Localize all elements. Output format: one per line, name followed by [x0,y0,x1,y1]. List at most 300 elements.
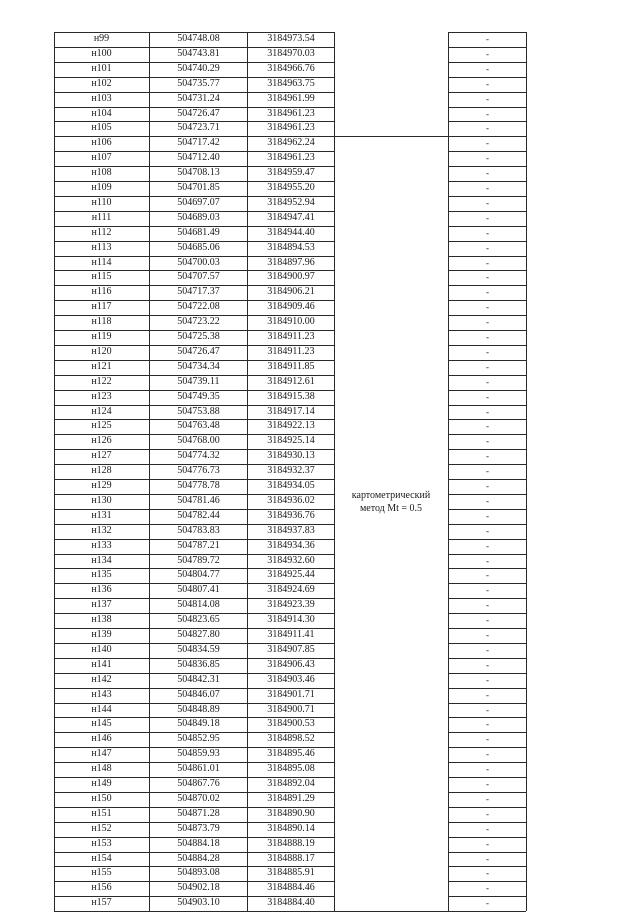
x-coordinate-cell: 504717.37 [177,286,220,298]
row-divider [448,554,526,555]
point-id-cell: н139 [91,629,112,640]
x-coordinate-cell: 504734.34 [177,360,220,372]
column-border [247,32,248,911]
y-coordinate-cell: 3184961.23 [267,107,315,119]
row-divider [448,762,526,763]
row-divider [54,270,334,271]
y-coordinate-cell: 3184961.23 [267,152,315,164]
row-divider [448,300,526,301]
dash-cell: - [486,779,489,789]
y-coordinate-cell: 3184966.76 [267,62,315,74]
x-coordinate-cell: 504739.11 [177,375,220,387]
point-id-cell: н155 [91,867,112,879]
point-id-cell: н122 [91,375,112,387]
x-coordinate-cell: 504902.18 [177,882,220,894]
point-id-cell: н136 [91,584,112,596]
point-id-cell: н148 [91,763,112,775]
y-coordinate-cell: 3184932.60 [267,554,315,566]
dash-cell: - [486,63,489,74]
row-divider [448,151,526,152]
row-divider [448,32,526,33]
dash-cell: - [486,615,489,626]
row-divider [448,62,526,63]
dash-cell: - [486,570,489,581]
point-id-cell: н145 [91,718,112,730]
point-id-cell: н133 [91,539,112,551]
x-coordinate-cell: 504778.78 [177,480,220,491]
row-divider [448,688,526,689]
row-divider [54,107,334,108]
x-coordinate-cell: 504726.47 [177,345,220,357]
point-id-cell: н111 [91,211,112,223]
point-id-cell: н104 [91,107,112,119]
method-cell [335,489,447,515]
row-divider [54,77,334,78]
x-coordinate-cell: 504768.00 [177,435,220,447]
point-id-cell: н131 [91,509,112,521]
row-divider [54,494,334,495]
dash-cell: - [486,436,489,447]
y-coordinate-cell: 3184912.61 [267,375,315,387]
row-divider [448,509,526,510]
dash-cell: - [486,123,489,134]
point-id-cell: н144 [91,703,112,715]
row-divider [54,747,334,748]
x-coordinate-cell: 504867.76 [177,778,220,789]
y-coordinate-cell: 3184909.46 [267,301,315,313]
row-divider [448,121,526,122]
row-divider [54,568,334,569]
x-coordinate-cell: 504903.10 [177,897,220,909]
x-coordinate-cell: 504723.71 [177,122,220,134]
y-coordinate-cell: 3184934.36 [267,539,315,551]
point-id-cell: н125 [91,420,112,432]
row-divider [448,792,526,793]
y-coordinate-cell: 3184915.38 [267,390,315,402]
y-coordinate-cell: 3184936.02 [267,494,315,506]
x-coordinate-cell: 504836.85 [177,658,220,670]
y-coordinate-cell: 3184888.19 [267,837,315,849]
point-id-cell: н120 [91,345,112,357]
y-coordinate-cell: 3184898.52 [267,733,315,745]
point-id-cell: н123 [91,390,112,402]
x-coordinate-cell: 504870.02 [177,792,220,804]
point-id-cell: н106 [91,137,112,149]
point-id-cell: н110 [91,196,112,208]
y-coordinate-cell: 3184901.71 [267,688,315,700]
point-id-cell: н157 [91,897,112,909]
y-coordinate-cell: 3184932.37 [267,465,315,477]
row-divider [448,643,526,644]
y-coordinate-cell: 3184907.85 [267,643,315,655]
y-coordinate-cell: 3184911.23 [267,345,315,357]
y-coordinate-cell: 3184952.94 [267,196,315,208]
row-divider [54,211,334,212]
dash-cell: - [486,689,489,700]
row-divider [448,613,526,614]
row-divider [54,360,334,361]
column-border [526,32,527,911]
dash-cell: - [486,317,489,328]
row-divider [54,285,334,286]
x-coordinate-cell: 504700.03 [177,256,220,268]
y-coordinate-cell: 3184963.75 [267,77,315,89]
point-id-cell: н128 [91,465,112,477]
column-border [54,32,55,911]
y-coordinate-cell: 3184895.46 [267,748,315,760]
row-divider [54,688,334,689]
dash-cell: - [486,391,489,402]
x-coordinate-cell: 504726.47 [177,107,220,119]
dash-cell: - [486,704,489,715]
point-id-cell: н108 [91,167,112,179]
y-coordinate-cell: 3184910.00 [267,316,315,328]
y-coordinate-cell: 3184892.04 [267,778,315,789]
row-divider [54,703,334,704]
dash-cell: - [486,898,489,909]
point-id-cell: н124 [91,405,112,417]
dash-cell: - [486,138,489,149]
row-divider [448,405,526,406]
x-coordinate-cell: 504861.01 [177,763,220,775]
dash-cell: - [486,793,489,804]
row-divider [54,330,334,331]
dash-cell: - [486,883,489,894]
dash-cell: - [486,287,489,298]
x-coordinate-cell: 504852.95 [177,733,220,745]
dash-cell: - [486,555,489,566]
dash-cell: - [486,197,489,208]
dash-cell: - [486,257,489,268]
dash-cell: - [486,332,489,342]
dash-cell: - [486,838,489,849]
point-id-cell: н147 [91,748,112,760]
row-divider [448,837,526,838]
row-divider [448,315,526,316]
dash-cell: - [486,585,489,596]
point-id-cell: н126 [91,435,112,447]
row-divider [54,405,334,406]
point-id-cell: н130 [91,494,112,506]
row-divider [54,509,334,510]
y-coordinate-cell: 3184891.29 [267,792,315,804]
dash-cell: - [486,644,489,655]
row-divider [54,539,334,540]
point-id-cell: н116 [91,286,112,298]
point-id-cell: н99 [93,33,110,44]
dash-cell: - [486,823,489,834]
point-id-cell: н141 [91,658,112,670]
row-divider [54,881,334,882]
point-id-cell: н134 [91,554,112,566]
dash-cell: - [486,227,489,238]
row-divider [54,121,334,122]
dash-cell: - [486,868,489,879]
dash-cell: - [486,376,489,387]
y-coordinate-cell: 3184890.90 [267,807,315,819]
dash-cell: - [486,302,489,313]
y-coordinate-cell: 3184944.40 [267,226,315,238]
dash-cell: - [486,510,489,521]
row-divider [448,107,526,108]
y-coordinate-cell: 3184895.08 [267,763,315,775]
x-coordinate-cell: 504842.31 [177,673,220,685]
row-divider [448,390,526,391]
x-coordinate-cell: 504753.88 [177,405,220,417]
row-divider [54,896,334,897]
row-divider [448,524,526,525]
y-coordinate-cell: 3184917.14 [267,405,315,417]
point-id-cell: н146 [91,733,112,745]
row-divider [448,375,526,376]
point-id-cell: н152 [91,822,112,834]
y-coordinate-cell: 3184906.21 [267,286,315,298]
y-coordinate-cell: 3184885.91 [267,867,315,879]
row-divider [54,345,334,346]
row-divider [54,390,334,391]
x-coordinate-cell: 504689.03 [177,211,220,223]
row-divider [54,717,334,718]
y-coordinate-cell: 3184947.41 [267,211,315,223]
row-divider [54,866,334,867]
row-divider [54,151,334,152]
row-divider [448,494,526,495]
row-divider [54,62,334,63]
dash-cell: - [486,406,489,417]
dash-cell: - [486,168,489,179]
dash-cell: - [486,481,489,491]
y-coordinate-cell: 3184884.40 [267,897,315,909]
point-id-cell: н114 [91,256,112,268]
point-id-cell: н103 [91,92,112,104]
row-divider [448,345,526,346]
row-divider [448,583,526,584]
dash-cell: - [486,719,489,730]
y-coordinate-cell: 3184973.54 [267,33,315,44]
row-divider [448,747,526,748]
y-coordinate-cell: 3184914.30 [267,614,315,626]
point-id-cell: н138 [91,614,112,626]
x-coordinate-cell: 504807.41 [177,584,220,596]
x-coordinate-cell: 504884.28 [177,852,220,864]
x-coordinate-cell: 504717.42 [177,137,220,149]
row-divider [448,211,526,212]
row-divider [54,658,334,659]
y-coordinate-cell: 3184897.96 [267,256,315,268]
y-coordinate-cell: 3184911.85 [267,360,315,372]
point-id-cell: н101 [91,62,112,74]
row-divider [448,226,526,227]
y-coordinate-cell: 3184961.99 [267,92,315,104]
x-coordinate-cell: 504681.49 [177,226,220,238]
row-divider [54,136,334,137]
x-coordinate-cell: 504814.08 [177,599,220,611]
dash-cell: - [486,674,489,685]
row-divider [54,479,334,480]
row-divider [54,226,334,227]
row-divider [448,866,526,867]
x-coordinate-cell: 504763.48 [177,420,220,432]
y-coordinate-cell: 3184922.13 [267,420,315,432]
row-divider [54,807,334,808]
row-divider [448,717,526,718]
point-id-cell: н107 [91,152,112,164]
point-id-cell: н154 [91,852,112,864]
point-id-cell: н132 [91,524,112,536]
x-coordinate-cell: 504846.07 [177,688,220,700]
point-id-cell: н117 [91,301,112,313]
dash-cell: - [486,495,489,506]
x-coordinate-cell: 504712.40 [177,152,220,164]
row-divider [54,196,334,197]
row-divider [54,822,334,823]
x-coordinate-cell: 504774.32 [177,450,220,462]
point-id-cell: н100 [91,47,112,59]
row-divider [54,613,334,614]
point-id-cell: н102 [91,77,112,89]
point-id-cell: н137 [91,599,112,611]
dash-cell: - [486,212,489,223]
row-divider [54,419,334,420]
x-coordinate-cell: 504859.93 [177,748,220,760]
row-divider [54,583,334,584]
dash-cell: - [486,451,489,462]
row-divider [54,256,334,257]
x-coordinate-cell: 504871.28 [177,807,220,819]
point-id-cell: н151 [91,807,112,819]
y-coordinate-cell: 3184959.47 [267,167,315,179]
x-coordinate-cell: 504787.21 [177,539,220,551]
x-coordinate-cell: 504827.80 [177,629,220,640]
point-id-cell: н156 [91,882,112,894]
x-coordinate-cell: 504823.65 [177,614,220,626]
point-id-cell: н112 [91,226,112,238]
point-id-cell: н140 [91,643,112,655]
x-coordinate-cell: 504748.08 [177,33,220,44]
row-divider [448,449,526,450]
x-coordinate-cell: 504849.18 [177,718,220,730]
x-coordinate-cell: 504783.83 [177,524,220,536]
dash-cell: - [486,78,489,89]
x-coordinate-cell: 504697.07 [177,196,220,208]
y-coordinate-cell: 3184961.23 [267,122,315,134]
column-border [448,32,449,911]
method-line-2: метод Mt = 0.5 [359,503,423,514]
dash-cell: - [486,93,489,104]
dash-cell: - [486,749,489,760]
x-coordinate-cell: 504789.72 [177,554,220,566]
row-divider [54,732,334,733]
row-divider [54,852,334,853]
point-id-cell: н135 [91,569,112,581]
row-divider [448,464,526,465]
dash-cell: - [486,600,489,611]
row-divider [448,658,526,659]
point-id-cell: н150 [91,792,112,804]
dash-cell: - [486,272,489,283]
row-divider [448,896,526,897]
dash-cell: - [486,734,489,745]
dash-cell: - [486,421,489,432]
point-id-cell: н115 [91,271,112,283]
row-divider [54,598,334,599]
y-coordinate-cell: 3184906.43 [267,658,315,670]
x-coordinate-cell: 504731.24 [177,92,220,104]
row-divider [54,375,334,376]
method-line-1: картометрический [351,490,431,501]
dash-cell: - [486,183,489,193]
y-coordinate-cell: 3184930.13 [267,450,315,462]
row-divider [448,777,526,778]
row-divider [448,419,526,420]
row-divider [448,434,526,435]
x-coordinate-cell: 504708.13 [177,167,220,179]
row-divider [448,47,526,48]
row-divider [54,181,334,182]
y-coordinate-cell: 3184970.03 [267,47,315,59]
dash-cell: - [486,242,489,253]
dash-cell: - [486,466,489,477]
x-coordinate-cell: 504884.18 [177,837,220,849]
dash-cell: - [486,48,489,59]
y-coordinate-cell: 3184925.14 [267,435,315,447]
point-id-cell: н118 [91,316,112,328]
row-divider [448,196,526,197]
row-divider [448,881,526,882]
row-divider [448,598,526,599]
row-divider [448,703,526,704]
x-coordinate-cell: 504781.46 [177,494,220,506]
dash-cell: - [486,764,489,775]
y-coordinate-cell: 3184925.44 [267,569,315,581]
row-divider [448,479,526,480]
point-id-cell: н129 [91,480,112,491]
dash-cell: - [486,525,489,536]
x-coordinate-cell: 504725.38 [177,331,220,342]
point-id-cell: н121 [91,360,112,372]
row-divider [54,92,334,93]
y-coordinate-cell: 3184911.41 [267,629,315,640]
x-coordinate-cell: 504804.77 [177,569,220,581]
row-divider [54,628,334,629]
x-coordinate-cell: 504873.79 [177,822,220,834]
x-coordinate-cell: 504735.77 [177,77,220,89]
row-divider [448,807,526,808]
x-coordinate-cell: 504834.59 [177,643,220,655]
y-coordinate-cell: 3184911.23 [267,331,315,342]
y-coordinate-cell: 3184894.53 [267,241,315,253]
row-divider [54,673,334,674]
y-coordinate-cell: 3184903.46 [267,673,315,685]
column-border [334,32,335,911]
row-divider [54,434,334,435]
y-coordinate-cell: 3184890.14 [267,822,315,834]
point-id-cell: н142 [91,673,112,685]
x-coordinate-cell: 504722.08 [177,301,220,313]
point-id-cell: н149 [91,778,112,789]
point-id-cell: н119 [91,331,112,342]
x-coordinate-cell: 504723.22 [177,316,220,328]
dash-cell: - [486,153,489,164]
point-id-cell: н105 [91,122,112,134]
row-divider [448,181,526,182]
row-divider [54,524,334,525]
y-coordinate-cell: 3184900.53 [267,718,315,730]
y-coordinate-cell: 3184934.05 [267,480,315,491]
dash-cell: - [486,346,489,357]
x-coordinate-cell: 504749.35 [177,390,220,402]
row-divider [54,777,334,778]
